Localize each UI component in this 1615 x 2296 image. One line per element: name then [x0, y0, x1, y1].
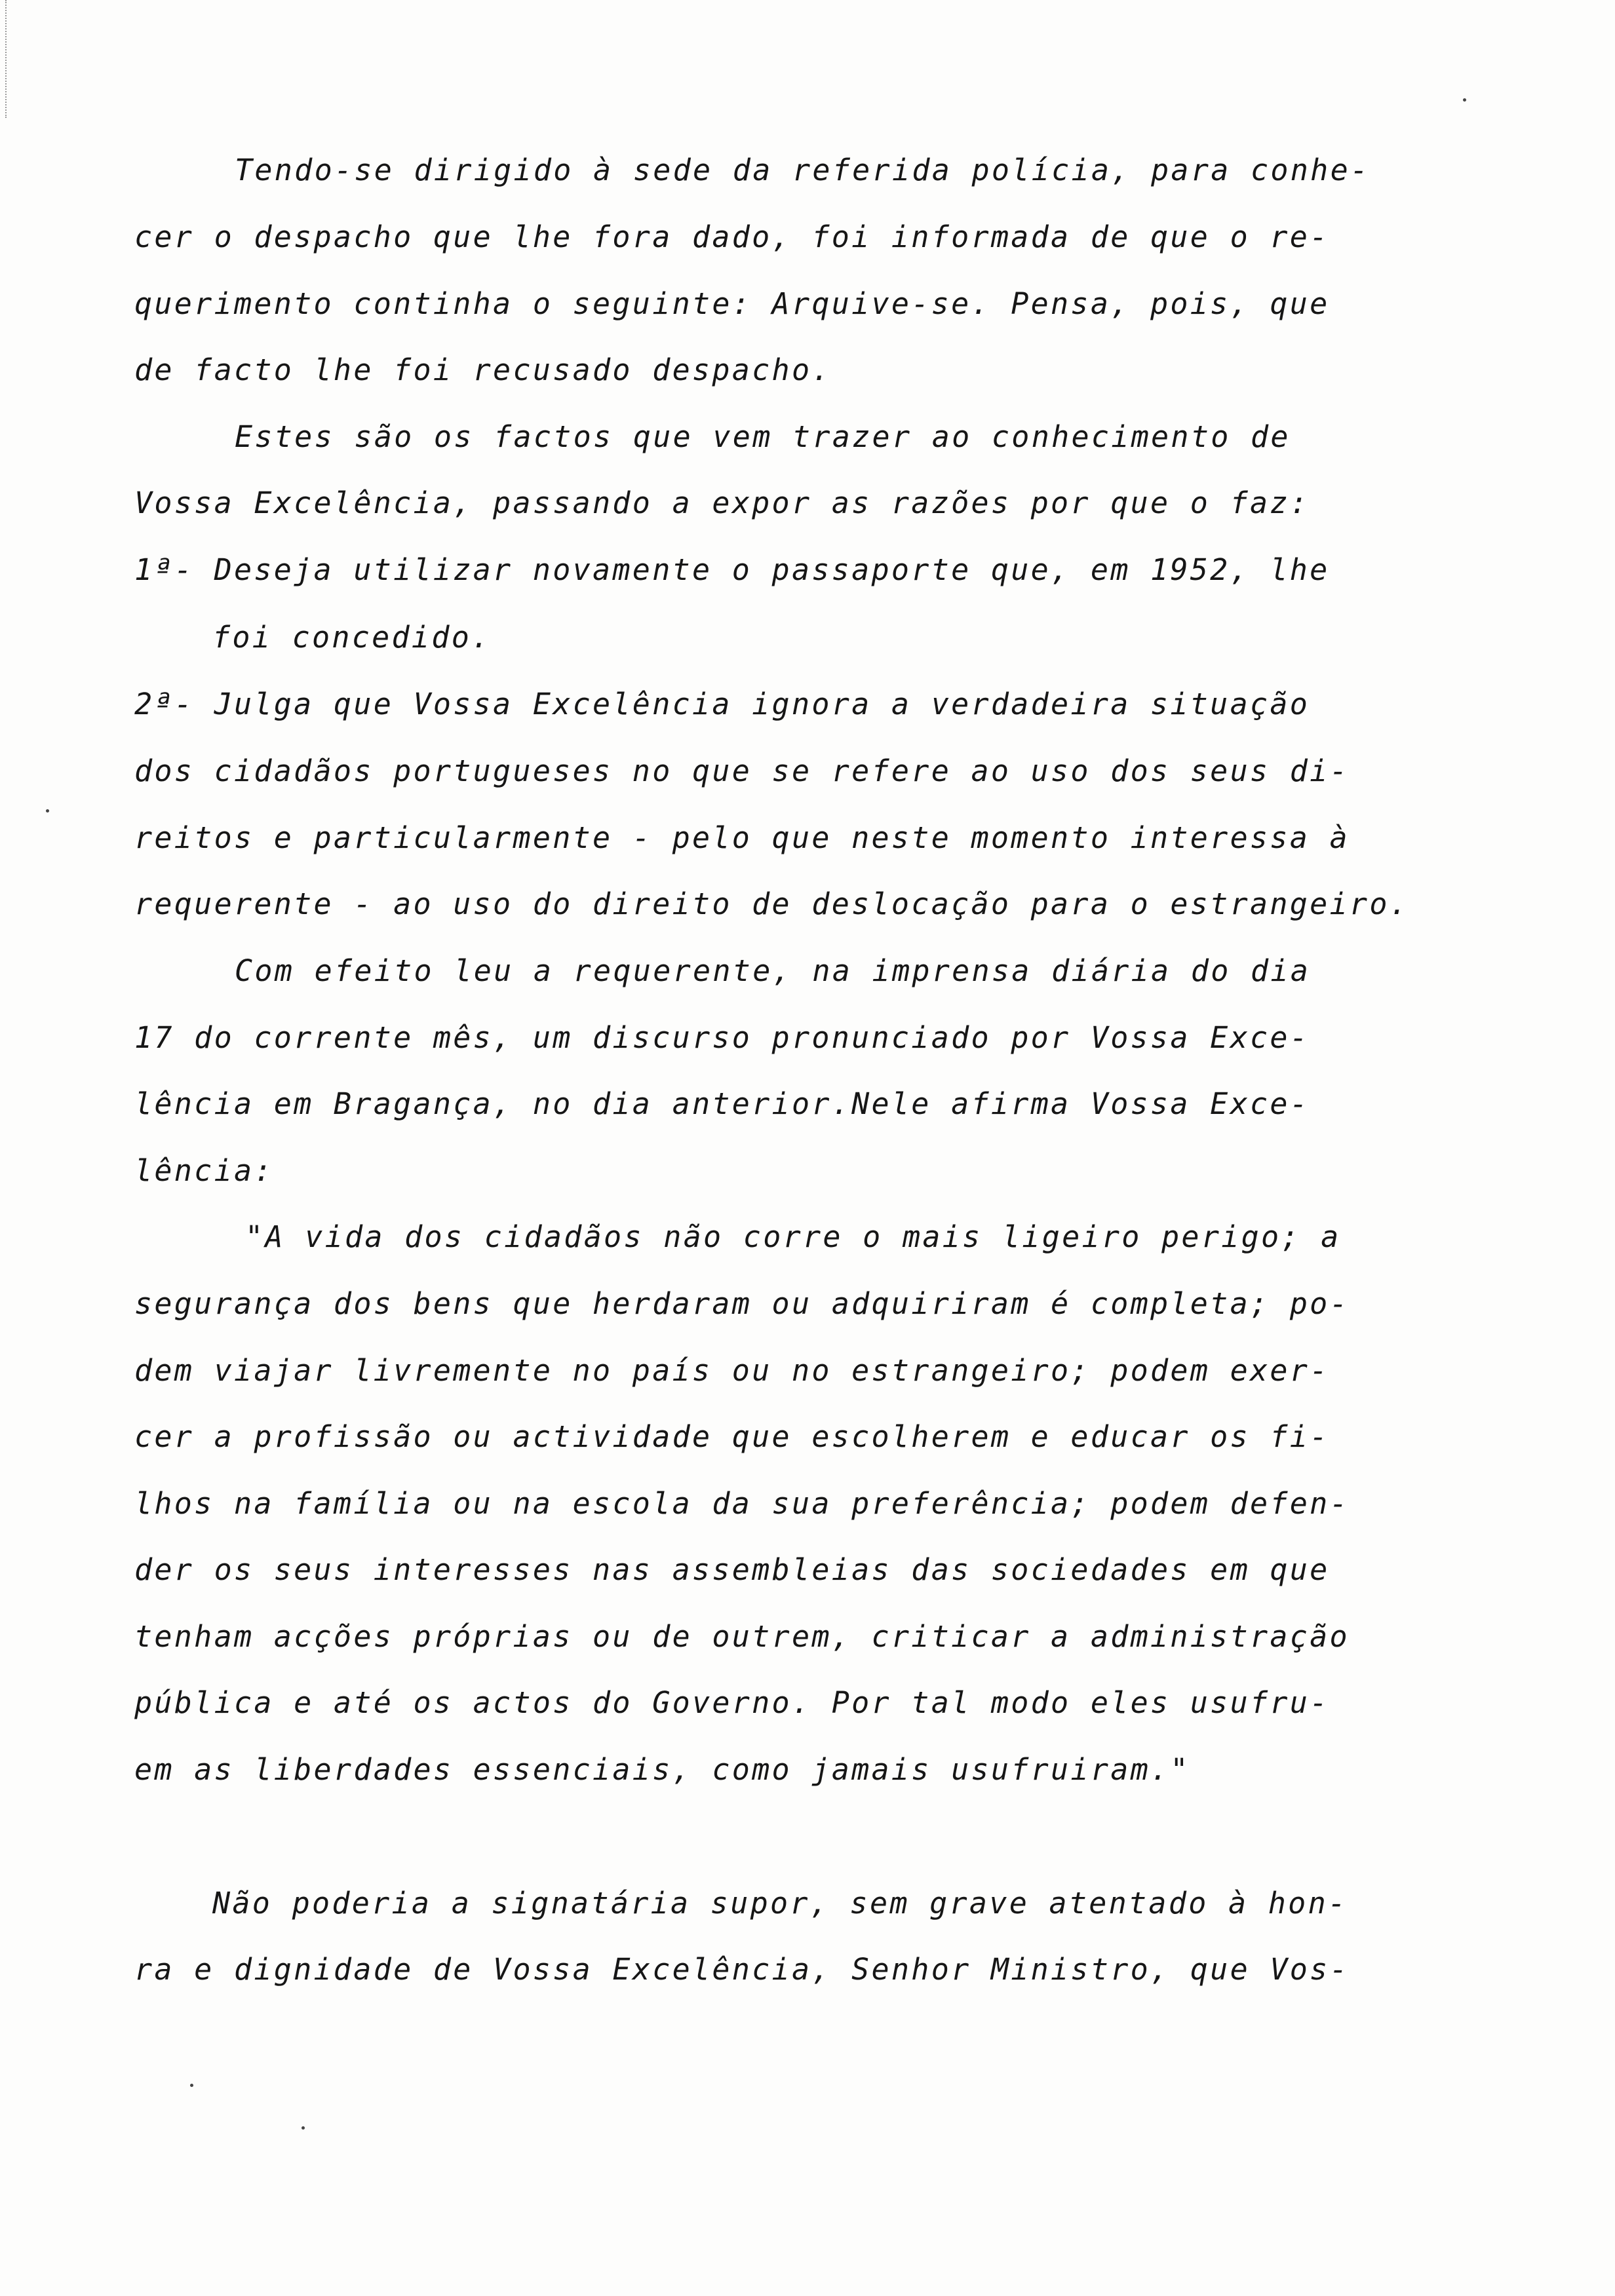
- text-line: de facto lhe foi recusado despacho.: [134, 353, 832, 387]
- text-line: cer o despacho que lhe fora dado, foi informada de que o re-: [134, 220, 1330, 254]
- text-line: reitos e particularmente - pelo que neste momento interessa à: [134, 820, 1350, 855]
- quoted-text-line: dem viajar livremente no país ou no estrangeiro; podem exer-: [134, 1353, 1330, 1388]
- text-line: Vossa Excelência, passando a expor as razões por que o faz:: [134, 486, 1310, 520]
- text-line: Não poderia a signatária supor, sem grave atentado à hon-: [212, 1886, 1348, 1921]
- paper-speck: [302, 2126, 305, 2130]
- left-margin-dots: [5, 0, 8, 118]
- quoted-text-line: lhos na família ou na escola da sua preferência; podem defen-: [134, 1486, 1350, 1521]
- paper-speck: [1463, 98, 1466, 102]
- text-line: foi concedido.: [212, 620, 492, 655]
- quoted-text-line: em as liberdades essenciais, como jamais usufruiram.": [134, 1752, 1190, 1787]
- text-line: requerente - ao uso do direito de deslocação para o estrangeiro.: [134, 887, 1410, 921]
- text-line: Com efeito leu a requerente, na imprensa diária do dia: [235, 953, 1311, 988]
- quoted-text-line: der os seus interesses nas assembleias das sociedades em que: [134, 1552, 1330, 1587]
- text-line: Estes são os factos que vem trazer ao conhecimento de: [235, 419, 1291, 454]
- quoted-text-line: "A vida dos cidadãos não corre o mais ligeiro perigo; a: [245, 1219, 1341, 1254]
- text-line: lência:: [134, 1153, 274, 1188]
- quoted-text-line: cer a profissão ou actividade que escolherem e educar os fi-: [134, 1419, 1330, 1454]
- text-line: 1ª- Deseja utilizar novamente o passaporte que, em 1952, lhe: [134, 552, 1330, 587]
- text-line: dos cidadãos portugueses no que se refere ao uso dos seus di-: [134, 754, 1350, 788]
- text-line: 2ª- Julga que Vossa Excelência ignora a verdadeira situação: [134, 687, 1310, 721]
- paper-speck: [46, 809, 49, 813]
- text-line: querimento continha o seguinte: Arquive-se. Pensa, pois, que: [134, 286, 1330, 321]
- text-line: Tendo-se dirigido à sede da referida polícia, para conhe-: [235, 153, 1371, 187]
- quoted-text-line: pública e até os actos do Governo. Por tal modo eles usufru-: [134, 1685, 1330, 1720]
- paper-speck: [190, 2084, 193, 2087]
- quoted-text-line: tenham acções próprias ou de outrem, criticar a administração: [134, 1619, 1350, 1654]
- text-line: ra e dignidade de Vossa Excelência, Senhor Ministro, que Vos-: [134, 1952, 1350, 1987]
- text-line: 17 do corrente mês, um discurso pronunciado por Vossa Exce-: [134, 1020, 1310, 1055]
- text-line: lência em Bragança, no dia anterior.Nele afirma Vossa Exce-: [134, 1086, 1310, 1121]
- quoted-text-line: segurança dos bens que herdaram ou adquiriram é completa; po-: [134, 1286, 1350, 1321]
